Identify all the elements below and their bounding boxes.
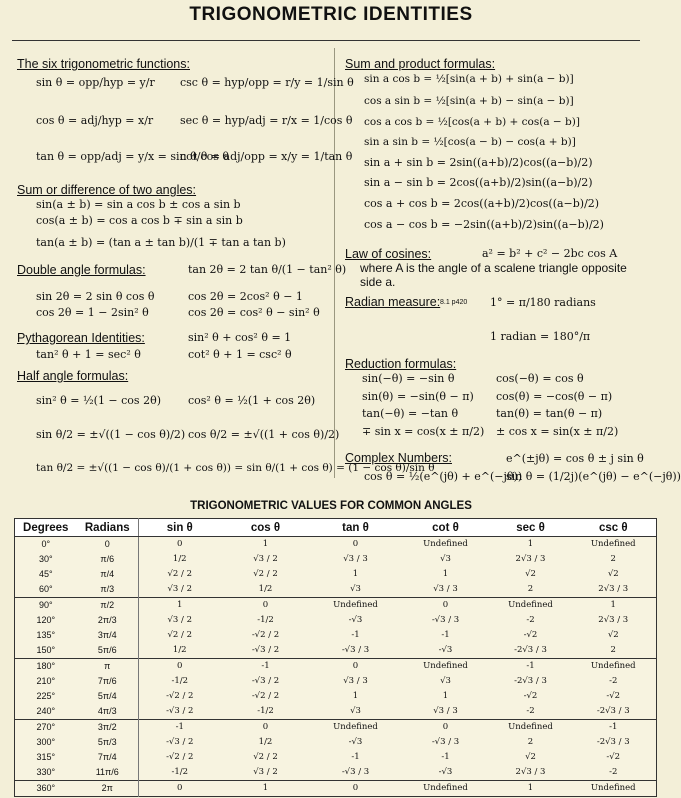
table-cell: Undefined — [401, 659, 491, 675]
complex-numbers-heading: Complex Numbers: — [345, 451, 452, 465]
table-cell: 225° — [36, 691, 56, 701]
table-cell: π/4 — [77, 567, 139, 582]
six-formula: csc θ = hyp/opp = r/y = 1/sin θ — [180, 76, 354, 89]
reduction-formula: ± cos x = sin(x ± π/2) — [496, 425, 619, 438]
half-angle-formula: sin² θ = ½(1 − cos 2θ) — [36, 394, 161, 407]
table-cell: Undefined — [571, 659, 657, 675]
table-cell: 180° — [15, 659, 77, 675]
column-header: Radians — [77, 519, 139, 537]
table-cell: -1/2 — [171, 767, 189, 777]
reduction-formula: ∓ sin x = cos(x ± π/2) — [362, 425, 485, 438]
table-cell: 0 — [221, 598, 311, 614]
table-cell: 11π/6 — [77, 765, 139, 781]
table-cell: Undefined — [311, 720, 401, 736]
table-cell: 0 — [311, 781, 401, 797]
table-cell: -√3 / 3 — [341, 645, 370, 655]
table-cell: -√3 / 3 — [431, 737, 460, 747]
radian-formula: 1° = π/180 radians — [490, 296, 596, 309]
half-angle-heading: Half angle formulas: — [17, 369, 129, 383]
table-cell: √3 — [440, 676, 451, 686]
table-row — [15, 704, 657, 720]
table-cell: -√3 — [438, 767, 453, 777]
table-cell: 1/2 — [258, 737, 273, 747]
table-cell: -√3 — [348, 615, 363, 625]
table-title: TRIGONOMETRIC VALUES FOR COMMON ANGLES — [190, 500, 472, 512]
table-cell: 330° — [36, 767, 56, 777]
table-cell: 1 — [352, 569, 359, 579]
table-row — [15, 735, 657, 750]
table-cell: π — [77, 659, 139, 675]
table-cell: √2 / 2 — [253, 569, 278, 579]
table-row — [15, 598, 657, 614]
column-header: sec θ — [491, 519, 571, 537]
table-cell: 4π/3 — [77, 704, 139, 720]
table-cell: 300° — [36, 737, 56, 747]
sum-difference-formula: tan(a ± b) = (tan a ± tan b)/(1 ∓ tan a tan b) — [36, 236, 286, 249]
table-cell: 1/2 — [258, 584, 273, 594]
sum-product-formula: sin a − sin b = 2cos((a+b)/2)sin((a−b)/2) — [364, 176, 593, 189]
table-cell: 315° — [36, 752, 56, 762]
table-cell: √3 / 3 — [343, 676, 368, 686]
table-cell: -1/2 — [257, 615, 274, 625]
table-cell: -√3 / 3 — [431, 615, 460, 625]
table-cell: 0 — [221, 720, 311, 736]
table-cell: -√2 / 2 — [166, 752, 194, 762]
table-cell: Undefined — [423, 539, 468, 549]
table-cell: -2√3 / 3 — [596, 706, 630, 716]
table-cell: 5π/3 — [77, 735, 139, 750]
table-cell: √3 / 2 — [253, 554, 278, 564]
double-angle-formula: cos 2θ = 2cos² θ − 1 — [188, 290, 303, 303]
table-cell: √3 — [350, 584, 361, 594]
table-cell: -√3 — [438, 645, 453, 655]
table-cell: 30° — [38, 554, 53, 564]
table-cell: 210° — [36, 676, 56, 686]
table-cell: Undefined — [590, 539, 636, 549]
radian-measure-heading: Radian measure: — [345, 295, 441, 309]
table-cell: 0 — [139, 659, 221, 675]
table-cell: 5π/6 — [77, 643, 139, 659]
table-cell: -2√3 / 3 — [514, 676, 547, 686]
table-cell: √3 / 3 — [433, 706, 458, 716]
table-cell: 1/2 — [172, 645, 187, 655]
pythagorean-heading: Pythagorean Identities: — [17, 331, 145, 345]
table-cell: -2√3 / 3 — [514, 645, 547, 655]
table-cell: 1 — [571, 598, 657, 614]
table-row — [15, 643, 657, 659]
reduction-formula: cos(−θ) = cos θ — [496, 372, 584, 385]
table-cell: √3 — [440, 554, 451, 564]
table-cell: -√3 / 3 — [341, 767, 370, 777]
table-cell: 0 — [77, 537, 139, 553]
sum-product-formula: cos a cos b = ½[cos(a + b) + cos(a − b)] — [364, 116, 580, 128]
table-cell: 2 — [527, 584, 534, 594]
table-cell: -√3 — [348, 737, 363, 747]
sum-product-formula: cos a − cos b = −2sin((a+b)/2)sin((a−b)/2) — [364, 218, 604, 231]
table-cell: Undefined — [311, 598, 401, 614]
table-cell: -√2 / 2 — [251, 630, 280, 640]
table-cell: -2√3 / 3 — [596, 737, 630, 747]
table-cell: -√3 / 2 — [251, 676, 280, 686]
complex-formula: e^(±jθ) = cos θ ± j sin θ — [506, 452, 644, 465]
table-cell: -1 — [491, 659, 571, 675]
table-cell: 90° — [15, 598, 77, 614]
reduction-formula: cos(θ) = −cos(θ − π) — [496, 390, 613, 403]
complex-formula: sin θ = (1/2j)(e^(jθ) − e^(−jθ)) — [506, 470, 681, 483]
reduction-heading: Reduction formulas: — [345, 357, 457, 371]
sum-product-formula: cos a + cos b = 2cos((a+b)/2)cos((a−b)/2) — [364, 197, 600, 210]
table-cell: 2√3 / 3 — [515, 554, 546, 564]
table-row — [15, 552, 657, 567]
table-cell: √2 — [525, 569, 536, 579]
table-cell: -2 — [609, 767, 618, 777]
radian-formula: 1 radian = 180°/π — [490, 330, 591, 343]
radian-page-ref: 8.1 p420 — [440, 299, 468, 306]
table-row — [15, 582, 657, 598]
table-cell: √2 / 2 — [167, 630, 192, 640]
six-functions-heading: The six trigonometric functions: — [17, 57, 190, 71]
table-cell: -√2 / 2 — [166, 691, 194, 701]
table-cell: 0 — [401, 598, 491, 614]
table-cell: 45° — [38, 569, 53, 579]
column-header: tan θ — [311, 519, 401, 537]
table-cell: -1 — [221, 659, 311, 675]
sum-product-formula: sin a cos b = ½[sin(a + b) + sin(a − b)] — [364, 73, 574, 85]
column-header: sin θ — [139, 519, 221, 537]
table-cell: 120° — [36, 615, 56, 625]
trig-values-table — [14, 518, 657, 797]
table-cell: 360° — [15, 781, 77, 797]
table-row — [15, 720, 657, 736]
half-angle-formula: sin θ/2 = ±√((1 − cos θ)/2) — [36, 428, 186, 441]
six-formula: sec θ = hyp/adj = r/x = 1/cos θ — [180, 114, 353, 127]
table-row — [15, 659, 657, 675]
table-cell: 1 — [442, 569, 449, 579]
table-row — [15, 765, 657, 781]
table-cell: -1 — [441, 630, 450, 640]
table-cell: π/6 — [77, 552, 139, 567]
table-row — [15, 750, 657, 765]
table-cell: -2 — [609, 676, 618, 686]
double-angle-formula: sin 2θ = 2 sin θ cos θ — [36, 290, 155, 303]
six-formula: sin θ = opp/hyp = y/r — [36, 76, 155, 89]
table-cell: 240° — [36, 706, 56, 716]
sum-product-heading: Sum and product formulas: — [345, 57, 496, 71]
table-cell: √3 / 2 — [167, 584, 192, 594]
column-header: cot θ — [401, 519, 491, 537]
reduction-formula: tan(−θ) = −tan θ — [362, 407, 459, 420]
reduction-formula: sin(θ) = −sin(θ − π) — [362, 390, 474, 403]
table-row — [15, 628, 657, 643]
table-row — [15, 689, 657, 704]
column-header: csc θ — [571, 519, 657, 537]
table-cell: 2 — [610, 554, 616, 564]
double-angle-formula: cos 2θ = cos² θ − sin² θ — [188, 306, 320, 319]
table-cell: -√2 — [606, 752, 621, 762]
table-cell: 135° — [36, 630, 56, 640]
half-angle-formula: cos² θ = ½(1 + cos 2θ) — [188, 394, 316, 407]
page-title: TRIGONOMETRIC IDENTITIES — [189, 4, 473, 25]
table-cell: -1 — [441, 752, 450, 762]
table-cell: √3 / 3 — [433, 584, 458, 594]
table-cell: 0 — [177, 539, 183, 549]
table-cell: 0 — [352, 539, 359, 549]
law-of-cosines-heading: Law of cosines: — [345, 247, 432, 261]
table-cell: π/3 — [77, 582, 139, 598]
sum-product-formula: cos a sin b = ½[sin(a + b) − sin(a − b)] — [364, 95, 574, 107]
table-cell: -1/2 — [171, 676, 189, 686]
table-cell: Undefined — [401, 781, 491, 797]
table-cell: 1/2 — [172, 554, 187, 564]
law-of-cosines-formula: a² = b² + c² − 2bc cos A — [482, 247, 618, 260]
table-cell: -1 — [351, 752, 360, 762]
table-cell: -√2 / 2 — [251, 691, 280, 701]
table-cell: 1 — [139, 598, 221, 614]
table-row — [15, 537, 657, 553]
table-cell: 2√3 / 3 — [515, 767, 546, 777]
double-angle-heading: Double angle formulas: — [17, 263, 146, 277]
half-angle-formula: cos θ/2 = ±√((1 + cos θ)/2) — [188, 428, 340, 441]
table-cell: 60° — [38, 584, 53, 594]
table-cell: -1 — [139, 720, 221, 736]
table-cell: √3 / 2 — [253, 767, 278, 777]
table-row — [15, 567, 657, 582]
table-cell: Undefined — [491, 598, 571, 614]
table-cell: √3 — [350, 706, 361, 716]
table-cell: √2 — [607, 569, 619, 579]
table-cell: -√3 / 2 — [251, 645, 280, 655]
six-formula: cot θ = adj/opp = x/y = 1/tan θ — [180, 150, 353, 163]
six-formula: tan θ = opp/adj = y/x = sin θ/cos θ — [36, 150, 229, 163]
pythagorean-formula: sin² θ + cos² θ = 1 — [188, 331, 292, 344]
table-header-row — [15, 519, 657, 537]
table-cell: -2 — [526, 706, 535, 716]
table-row — [15, 674, 657, 689]
sum-difference-formula: sin(a ± b) = sin a cos b ± cos a sin b — [36, 198, 241, 211]
table-cell: Undefined — [571, 781, 657, 797]
law-of-cosines-note: where A is the angle of a scalene triangle opposite — [360, 261, 627, 275]
table-cell: 0 — [139, 781, 221, 797]
table-cell: 5π/4 — [77, 689, 139, 704]
table-cell: √3 / 3 — [343, 554, 368, 564]
sum-product-formula: sin a + sin b = 2sin((a+b)/2)cos((a−b)/2) — [364, 156, 593, 169]
table-cell: 2√3 / 3 — [598, 584, 629, 594]
table-cell: 2π — [77, 781, 139, 797]
reduction-formula: sin(−θ) = −sin θ — [362, 372, 455, 385]
table-cell: -√3 / 2 — [166, 737, 194, 747]
table-cell: 1 — [491, 781, 571, 797]
double-angle-formula: tan 2θ = 2 tan θ/(1 − tan² θ) — [188, 263, 347, 276]
table-cell: π/2 — [77, 598, 139, 614]
reduction-formula: tan(θ) = tan(θ − π) — [496, 407, 603, 420]
pythagorean-formula: tan² θ + 1 = sec² θ — [36, 348, 141, 361]
law-of-cosines-note: side a. — [360, 275, 396, 289]
double-angle-formula: cos 2θ = 1 − 2sin² θ — [36, 306, 149, 319]
table-cell: 2 — [610, 645, 616, 655]
table-cell: -2 — [526, 615, 535, 625]
table-cell: √2 — [607, 630, 619, 640]
table-cell: √3 / 2 — [167, 615, 192, 625]
column-header: cos θ — [221, 519, 311, 537]
table-cell: 3π/2 — [77, 720, 139, 736]
table-cell: 3π/4 — [77, 628, 139, 643]
table-cell: -1 — [351, 630, 360, 640]
table-cell: √2 — [525, 752, 536, 762]
table-cell: 2√3 / 3 — [598, 615, 629, 625]
table-cell: -1 — [571, 720, 657, 736]
table-row — [15, 781, 657, 797]
table-cell: 0 — [311, 659, 401, 675]
table-cell: 2π/3 — [77, 613, 139, 628]
table-row — [15, 613, 657, 628]
table-cell: 1 — [442, 691, 449, 701]
complex-formula: cos θ = ½(e^(jθ) + e^(−jθ)) — [364, 470, 523, 483]
table-cell: -√2 — [523, 691, 538, 701]
half-angle-formula: tan θ/2 = ±√((1 − cos θ)/(1 + cos θ)) = sin θ/(1 + cos θ) = (1 − cos θ)/sin θ — [36, 462, 435, 474]
table-cell: 0 — [401, 720, 491, 736]
table-cell: 1 — [352, 691, 359, 701]
table-cell: 7π/4 — [77, 750, 139, 765]
table-cell: 270° — [15, 720, 77, 736]
table-cell: 0° — [41, 539, 51, 549]
table-cell: -√2 — [523, 630, 538, 640]
table-cell: -√3 / 2 — [166, 706, 194, 716]
table-cell: 1 — [527, 539, 534, 549]
sum-product-formula: sin a sin b = ½[cos(a − b) − cos(a + b)] — [364, 136, 576, 148]
table-cell: 2 — [527, 737, 534, 747]
pythagorean-formula: cot² θ + 1 = csc² θ — [188, 348, 292, 361]
six-formula: cos θ = adj/hyp = x/r — [36, 114, 154, 127]
table-cell: -√2 — [606, 691, 621, 701]
table-cell: 1 — [262, 539, 269, 549]
table-cell: √2 / 2 — [167, 569, 192, 579]
table-cell: 1 — [221, 781, 311, 797]
table-cell: -1/2 — [257, 706, 274, 716]
table-cell: 7π/6 — [77, 674, 139, 689]
sum-difference-heading: Sum or difference of two angles: — [17, 183, 197, 197]
column-header: Degrees — [15, 519, 77, 537]
table-cell: Undefined — [491, 720, 571, 736]
title-rule — [12, 40, 640, 41]
table-cell: √2 / 2 — [253, 752, 278, 762]
sum-difference-formula: cos(a ± b) = cos a cos b ∓ sin a sin b — [36, 214, 243, 227]
table-cell: 150° — [36, 645, 56, 655]
